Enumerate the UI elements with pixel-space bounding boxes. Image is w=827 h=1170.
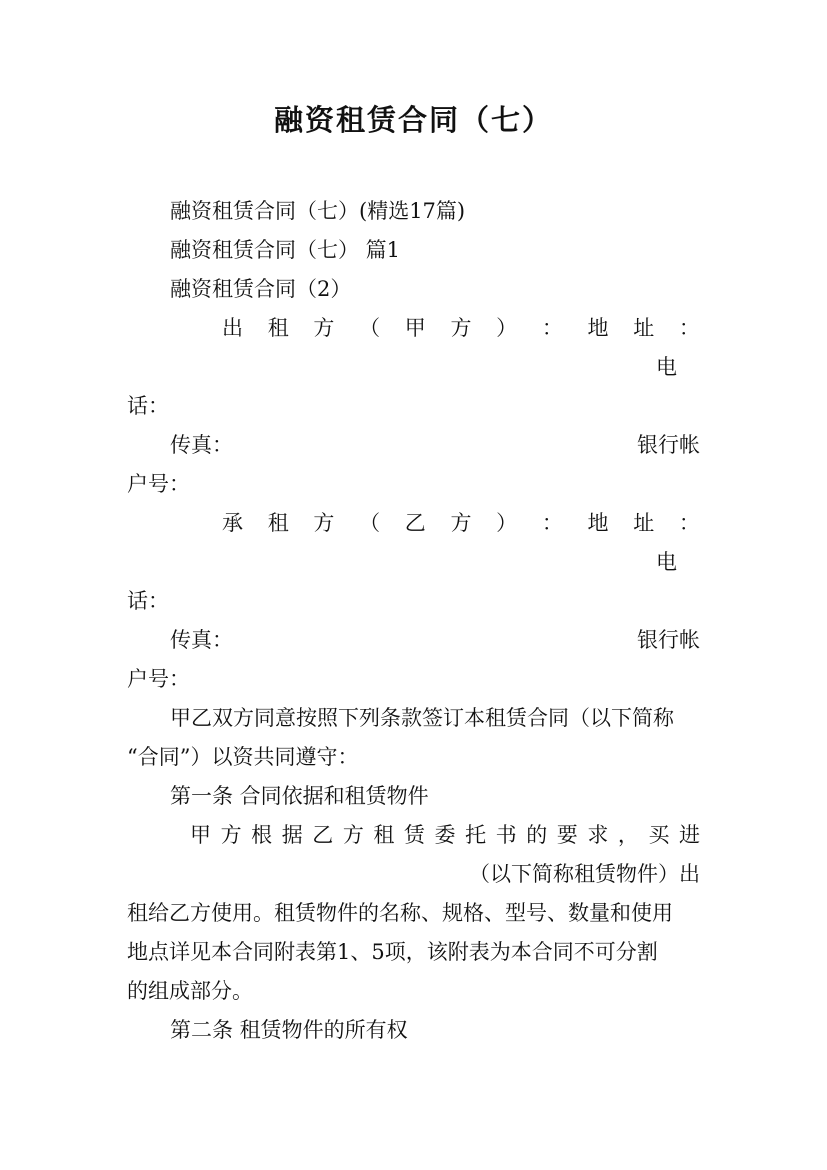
agreement-paragraph: 甲乙双方同意按照下列条款签订本租赁合同（以下简称 [170, 706, 674, 730]
lessee-bank-label-cont: 户号： [127, 667, 190, 691]
article-1-char: 赁 [403, 823, 425, 847]
lessor-bank-label-cont: 户号： [127, 472, 190, 496]
agreement-paragraph-cont: “合同”）以资共同遵守： [127, 745, 359, 769]
article-1-char: 求 [587, 823, 609, 847]
lessee-address-char: 方 [313, 511, 335, 535]
lessee-address-char: 址 [633, 511, 655, 535]
lessor-address-line [222, 314, 700, 342]
document-title: 融资租赁合同（七） [273, 103, 553, 137]
lessor-address-char: ） [496, 316, 518, 340]
article-1-char: 书 [495, 823, 517, 847]
article-1-char: 进 [679, 823, 700, 847]
lessee-fax-label: 传真： [170, 628, 233, 652]
lessee-address-char: 租 [267, 511, 289, 535]
article-1-paragraph-cont: （以下简称租赁物件）出 [469, 862, 700, 886]
article-1-paragraph-cont: 租给乙方使用。租赁物件的名称、规格、型号、数量和使用 [127, 901, 673, 925]
article-1-paragraph [190, 821, 700, 849]
lessor-phone-label-cont: 话： [127, 394, 169, 418]
article-1-char: 方 [220, 823, 242, 847]
article-1-char: 的 [526, 823, 548, 847]
lessee-address-char: 乙 [404, 511, 426, 535]
lessor-address-char: 址 [633, 316, 655, 340]
contract-subheading: 融资租赁合同（2） [170, 277, 352, 301]
lessee-address-char: （ [359, 511, 381, 535]
article-1-char: 委 [434, 823, 456, 847]
article-1-char: 买 [648, 823, 670, 847]
lessee-address-char: 承 [222, 511, 243, 535]
lessor-address-char: 租 [267, 316, 289, 340]
lessor-address-char: 甲 [404, 316, 426, 340]
lessee-address-char: 地 [587, 511, 609, 535]
lessor-address-char: 地 [587, 316, 609, 340]
article-1-paragraph-cont: 地点详见本合同附表第1、5项，该附表为本合同不可分割 [127, 940, 658, 964]
lessor-address-char: 方 [450, 316, 472, 340]
lessee-bank-label: 银行帐 [637, 628, 700, 652]
article-1-char: ， [617, 823, 639, 847]
lessor-phone-label: 电 [656, 355, 677, 379]
article-1-char: 甲 [190, 823, 211, 847]
lessee-phone-label: 电 [656, 550, 677, 574]
article-1-title: 第一条 合同依据和租赁物件 [170, 784, 429, 808]
article-1-char: 要 [556, 823, 578, 847]
lessor-address-char: （ [359, 316, 381, 340]
article-1-char: 乙 [312, 823, 334, 847]
article-1-char: 方 [342, 823, 364, 847]
lessor-address-char: 出 [222, 316, 243, 340]
article-1-char: 据 [281, 823, 303, 847]
lessor-address-char: ： [541, 316, 563, 340]
article-1-paragraph-cont: 的组成部分。 [127, 979, 253, 1003]
lessor-fax-label: 传真： [170, 433, 233, 457]
lessor-address-char: ： [678, 316, 700, 340]
subtitle-line: 融资租赁合同（七）(精选17篇) [170, 199, 466, 223]
section-heading: 融资租赁合同（七） 篇1 [170, 238, 401, 262]
lessee-address-char: ： [678, 511, 700, 535]
lessee-address-char: ： [541, 511, 563, 535]
lessee-address-line [222, 509, 700, 537]
article-2-title: 第二条 租赁物件的所有权 [170, 1018, 408, 1042]
lessee-phone-label-cont: 话： [127, 589, 169, 613]
article-1-char: 托 [465, 823, 487, 847]
article-1-char: 租 [373, 823, 395, 847]
lessor-bank-label: 银行帐 [637, 433, 700, 457]
lessor-address-char: 方 [313, 316, 335, 340]
article-1-char: 根 [251, 823, 273, 847]
lessee-address-char: ） [496, 511, 518, 535]
lessee-address-char: 方 [450, 511, 472, 535]
